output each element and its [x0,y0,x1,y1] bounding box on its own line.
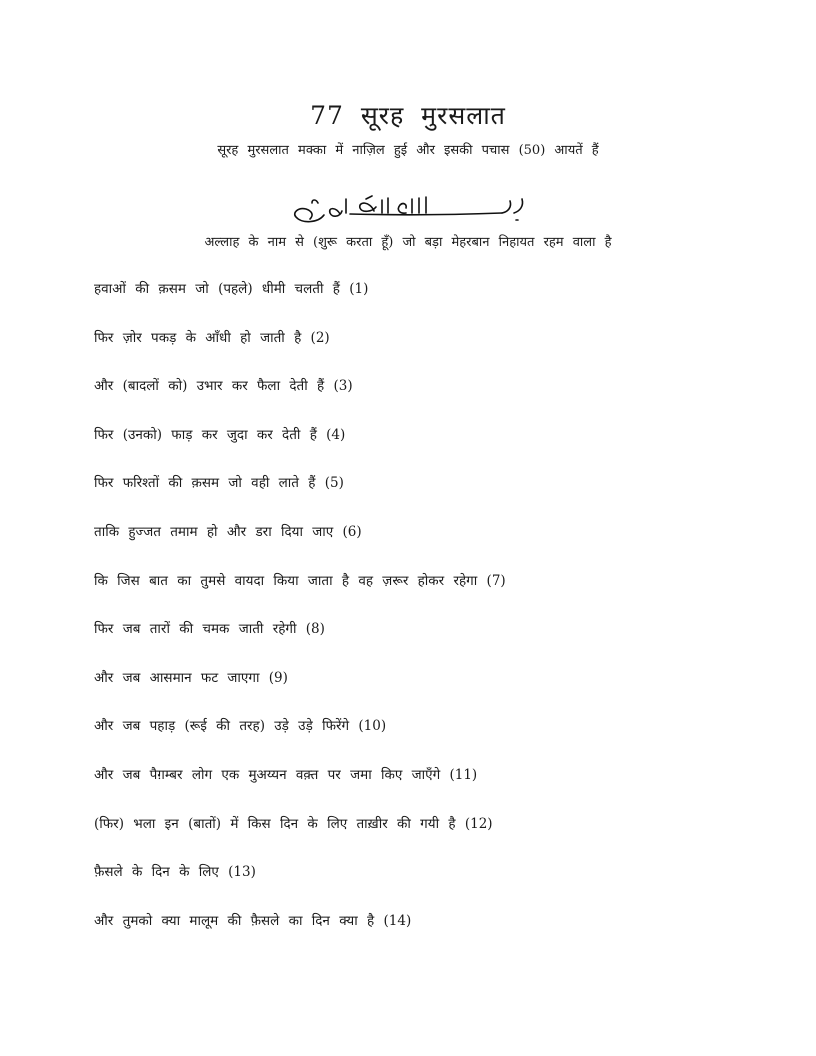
verse-line: कि जिस बात का तुमसे वायदा किया जाता है वह ज़रूर होकर रहेगा (7) [94,572,506,589]
verse-line: और तुमको क्या मालूम की फ़ैसले का दिन क्या है (14) [94,912,412,929]
bismillah-calligraphy [288,193,528,227]
verse-line: फिर फरिश्तों की क़सम जो वही लाते हैं (5) [94,475,344,492]
verse-line: और जब आसमान फट जाएगा (9) [94,669,288,686]
page-title: 77 सूरह मुरसलात [310,101,506,130]
verse-line: और जब पहाड़ (रूई की तरह) उड़े उड़े फिरेंगे (10) [94,718,387,735]
page-subtitle: सूरह मुरसलात मक्का में नाज़िल हुई और इसकी पचास (50) आयतें हैं [217,143,599,158]
verse-line: फिर जब तारों की चमक जाती रहेगी (8) [94,621,325,638]
verse-line: ताकि हुज्जत तमाम हो और डरा दिया जाए (6) [94,523,362,540]
verse-line: हवाओं की क़सम जो (पहले) धीमी चलती हैं (1) [94,281,369,297]
verse-list [94,279,506,959]
verse-line: फिर ज़ोर पकड़ के आँधी हो जाती है (2) [94,329,330,346]
verse-line: फिर (उनको) फाड़ कर जुदा कर देती हैं (4) [94,426,346,443]
verse-line: और जब पैग़म्बर लोग एक मुअय्यन वक़्त पर जमा किए जाएँगे (11) [94,766,478,783]
verse-line: और (बादलों को) उभार कर फैला देती हैं (3) [94,378,353,395]
verse-line: फ़ैसले के दिन के लिए (13) [94,864,256,881]
verse-line: (फिर) भला इन (बातों) में किस दिन के लिए ताख़ीर की गयी है (12) [94,815,493,832]
invocation: अल्लाह के नाम से (शुरू करता हूँ) जो बड़ा मेहरबान निहायत रहम वाला है [204,235,612,250]
